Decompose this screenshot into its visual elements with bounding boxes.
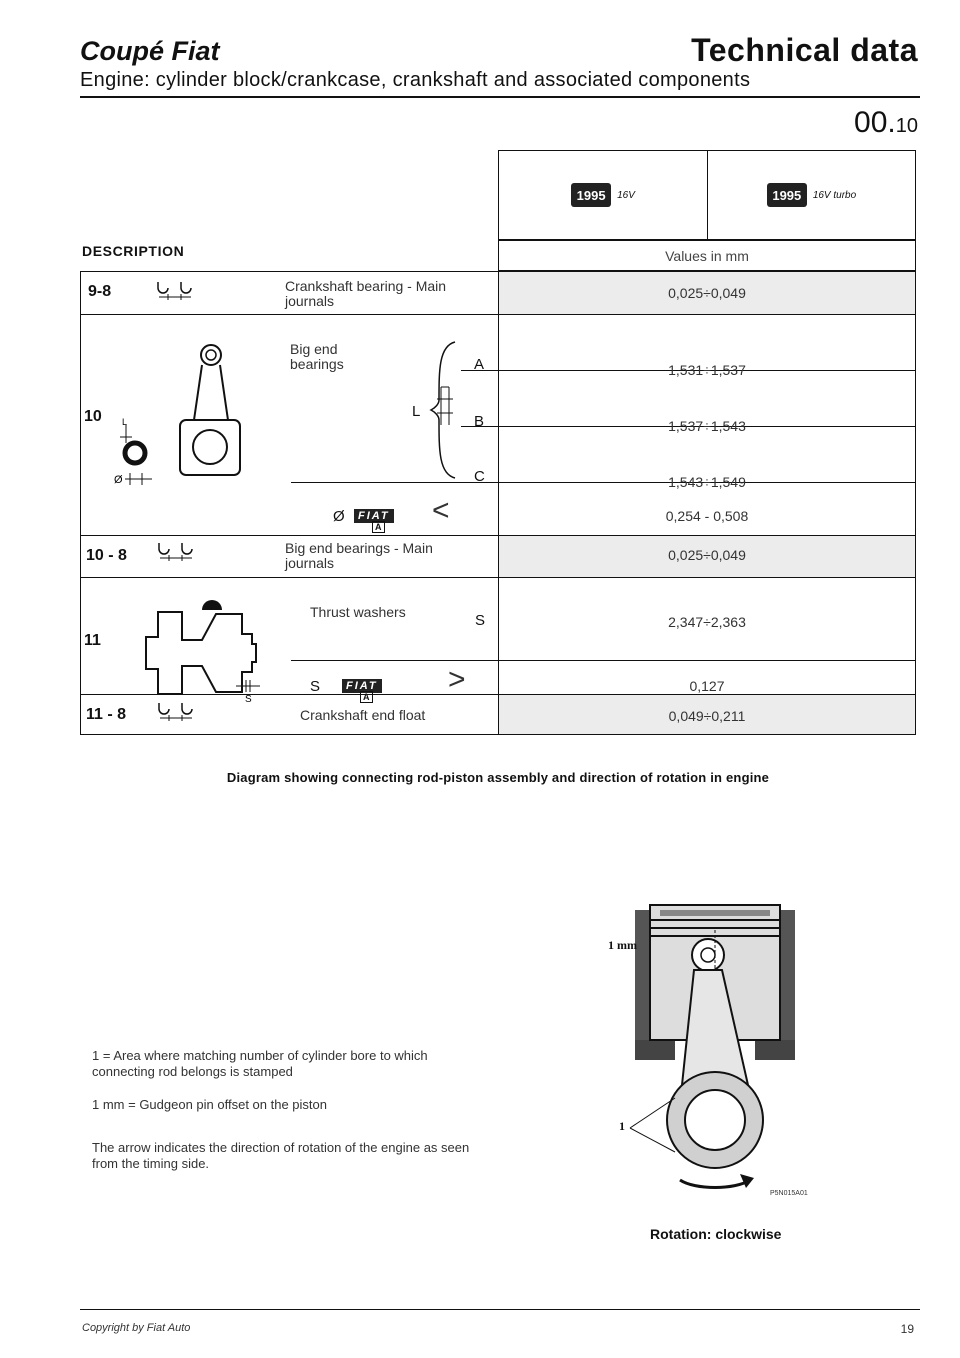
bearing-shell-icon [437, 385, 453, 427]
footer-rule [80, 1309, 920, 1310]
row-description: Crankshaft bearing - Main journals [285, 278, 447, 309]
bearing-clearance-icon [156, 701, 196, 723]
doc-type-title: Technical data [691, 32, 918, 68]
fiat-logo: FIAT A [342, 676, 382, 694]
rotation-label: Rotation: clockwise [650, 1226, 782, 1242]
label-C: C [474, 468, 485, 485]
row-divider [81, 577, 915, 578]
offset-label: 1 mm [608, 938, 637, 952]
page-subtitle: Engine: cylinder block/crankcase, crankshaft and associated components [80, 69, 751, 91]
brand-title: Coupé Fiat [80, 36, 220, 66]
row-number: 9-8 [88, 283, 112, 300]
row-divider [81, 535, 915, 536]
row-number: 11 [84, 632, 101, 649]
note-offset: 1 mm = Gudgeon pin offset on the piston [92, 1097, 327, 1112]
row-description: Crankshaft end float [300, 707, 426, 723]
engine-year-badge: 1995 [571, 183, 611, 207]
row-divider [81, 314, 915, 315]
row-number: 10 - 8 [86, 547, 127, 564]
engine-column-16v-turbo [707, 150, 916, 240]
label-A: A [474, 356, 485, 373]
figure-code: P5N015A01 [770, 1190, 808, 1197]
fiat-logo-sub: A [360, 691, 373, 703]
bearing-clearance-icon [156, 541, 196, 563]
label-S: S [475, 612, 486, 629]
fiat-logo-sub: A [372, 521, 385, 533]
label-B: B [474, 413, 485, 430]
row-description: Thrust washers [310, 604, 406, 620]
note-area: 1 = Area where matching number of cylinder bore to which connecting rod belongs is stamped [92, 1048, 428, 1079]
header-rule [80, 96, 920, 98]
svg-text:S: S [245, 694, 252, 705]
value-cell: 0,127 [689, 678, 725, 694]
diameter-symbol: Ø [333, 508, 345, 525]
label-L: L [412, 403, 421, 420]
diagram-caption: Diagram showing connecting rod-piston assembly and direction of rotation in engine [226, 770, 770, 785]
callout-1: 1 [619, 1119, 625, 1133]
row-description: Big end bearings [290, 341, 344, 372]
value-cell: 0,049÷0,211 [668, 708, 746, 724]
value-cell: 1,531÷1,537 [668, 362, 746, 378]
crankshaft-icon [142, 590, 292, 705]
engine-label: 16V turbo [812, 189, 857, 201]
value-cell: 0,025÷0,049 [668, 547, 746, 563]
oversize-symbol: > [448, 663, 466, 696]
fiat-logo: FIAT A [354, 506, 394, 524]
copyright: Copyright by Fiat Auto [82, 1322, 191, 1334]
section-sub: 10 [895, 115, 918, 137]
row-number: 11 - 8 [86, 706, 127, 723]
value-cell: 0,254 - 0,508 [665, 508, 749, 524]
value-cell: 1,537÷1,543 [668, 418, 746, 434]
value-cell: 0,025÷0,049 [668, 285, 746, 301]
row-number: 10 [84, 408, 102, 425]
engine-column-16v [498, 150, 708, 240]
engine-year-badge: 1995 [767, 183, 807, 207]
description-label: DESCRIPTION [82, 243, 185, 259]
row-description: Big end bearings - Main journals [285, 540, 433, 571]
column-divider [498, 272, 499, 734]
undersize-symbol: < [432, 494, 450, 527]
svg-text:Ø: Ø [114, 474, 123, 486]
value-cell: 2,347÷2,363 [668, 614, 746, 630]
note-rotation: The arrow indicates the direction of rotation of the engine as seen from the timing side. [92, 1140, 470, 1171]
connecting-rod-icon [110, 325, 270, 490]
value-cell: 1,543÷1,549 [668, 474, 746, 490]
section-number [854, 106, 918, 140]
page-number: 19 [900, 1322, 914, 1336]
bearing-clearance-icon [155, 280, 195, 302]
values-header: Values in mm [498, 240, 916, 271]
section-main: 00. [854, 106, 896, 139]
label-S: S [310, 678, 321, 695]
sub-divider [291, 660, 915, 661]
engine-label: 16V [617, 189, 635, 201]
svg-text:L: L [122, 417, 128, 427]
